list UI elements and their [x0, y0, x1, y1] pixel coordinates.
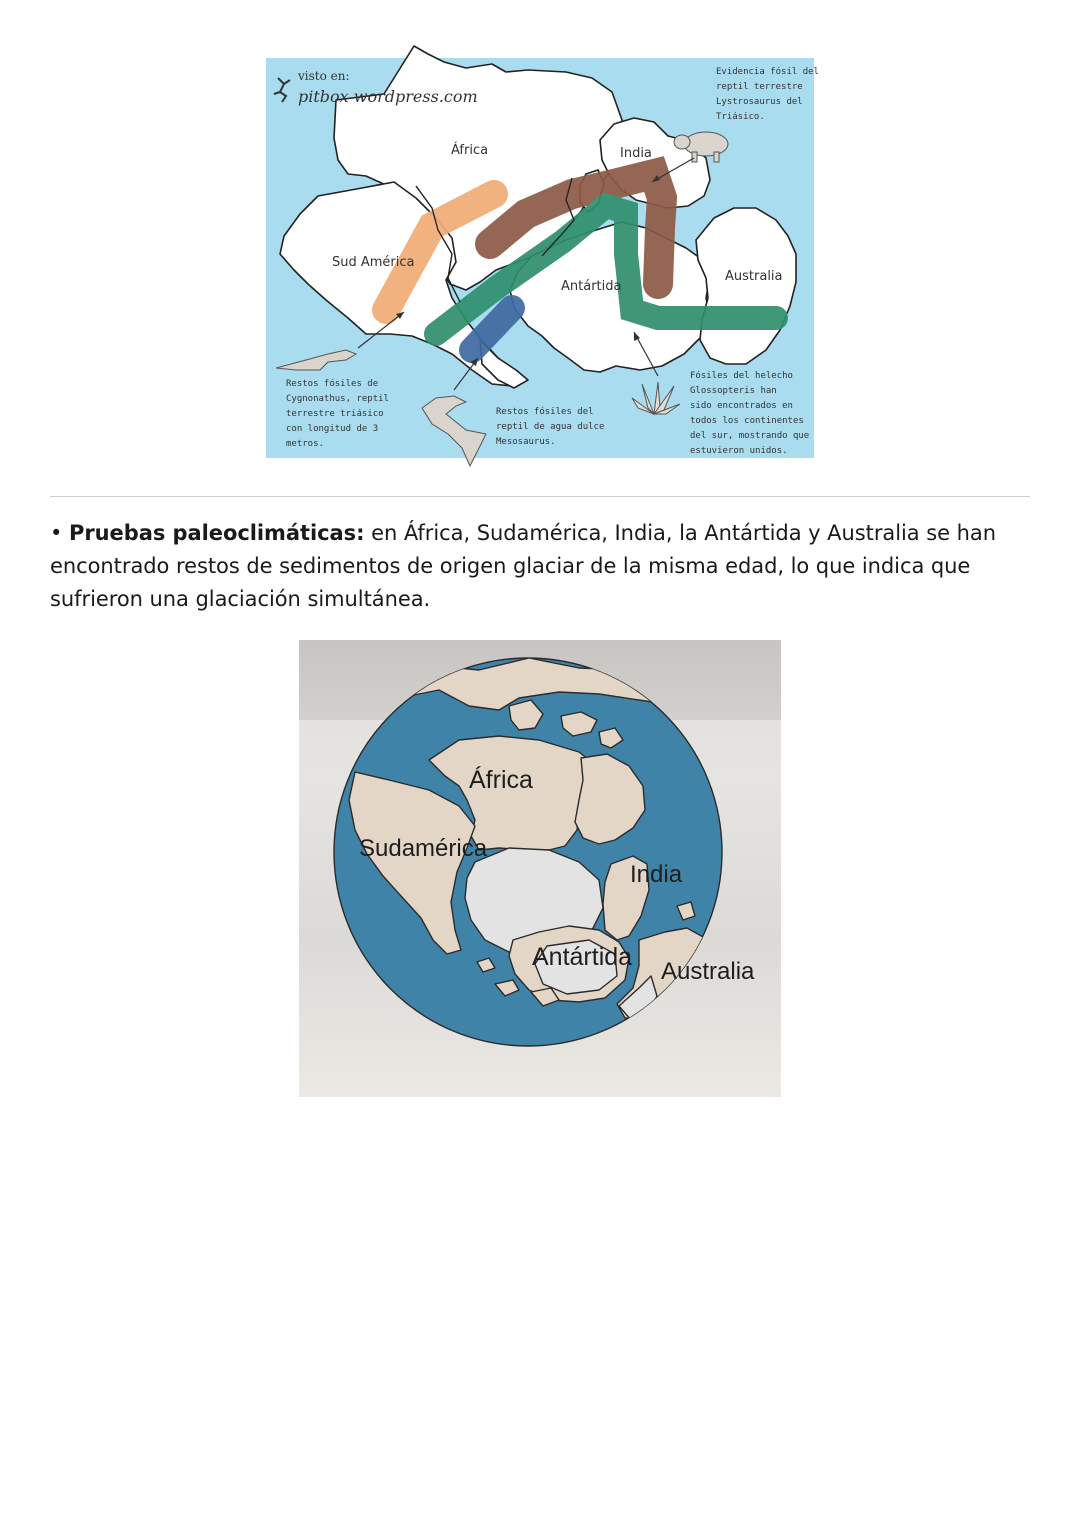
australia-landmass [696, 208, 796, 364]
globe-label-sudamerica: Sudamérica [359, 835, 488, 862]
section-divider [50, 496, 1030, 497]
globe-label-africa: África [469, 766, 533, 794]
globe-label-australia: Australia [661, 958, 755, 985]
label-sudamerica: Sud América [332, 255, 415, 270]
lizard-logo-icon [274, 78, 290, 102]
cygnognathus-icon [276, 350, 356, 370]
glossopteris-icon [632, 382, 680, 414]
label-australia: Australia [725, 269, 783, 284]
paragraph-heading: Pruebas paleoclimáticas: [68, 521, 365, 545]
fossil-map-svg [266, 58, 819, 478]
label-antartida: Antártida [561, 279, 622, 294]
note-glossopteris: Fósiles del helecho Glossopteris han sido encontrados en todos los continentes del sur, mostrando que estuvieron unidos. [690, 371, 810, 456]
gondwana-globe-figure [299, 640, 781, 1097]
globe-label-india: India [630, 861, 683, 888]
note-mesosaurus: Restos fósiles del reptil de agua dulce Mesosaurus. [496, 407, 605, 447]
fossil-evidence-map [266, 58, 819, 458]
mesosaurus-icon [422, 396, 486, 466]
note-cygnognathus: Restos fósiles de Cygnonathus, reptil terrestre triásico con longitud de 3 metros. [286, 379, 389, 449]
paragraph-body: en África, Sudamérica, India, la Antártida y Australia se han encontrado restos de sedimentos de origen glaciar de la misma edad, lo que indica que sufrieron una glaciación simultánea. [50, 521, 996, 611]
globe-label-antartida: Antártida [532, 943, 633, 971]
label-india: India [620, 146, 652, 161]
paleoclimatic-paragraph [50, 517, 1030, 616]
note-lystrosaurus: Evidencia fósil del reptil terrestre Lystrosaurus del Triásico. [716, 67, 819, 122]
gondwana-globe-svg [299, 640, 781, 1097]
bullet: • [50, 521, 63, 545]
watermark-line2: pitbox wordpress.com [298, 87, 478, 106]
label-africa: África [451, 143, 489, 158]
watermark-line1: visto en: [298, 69, 350, 83]
